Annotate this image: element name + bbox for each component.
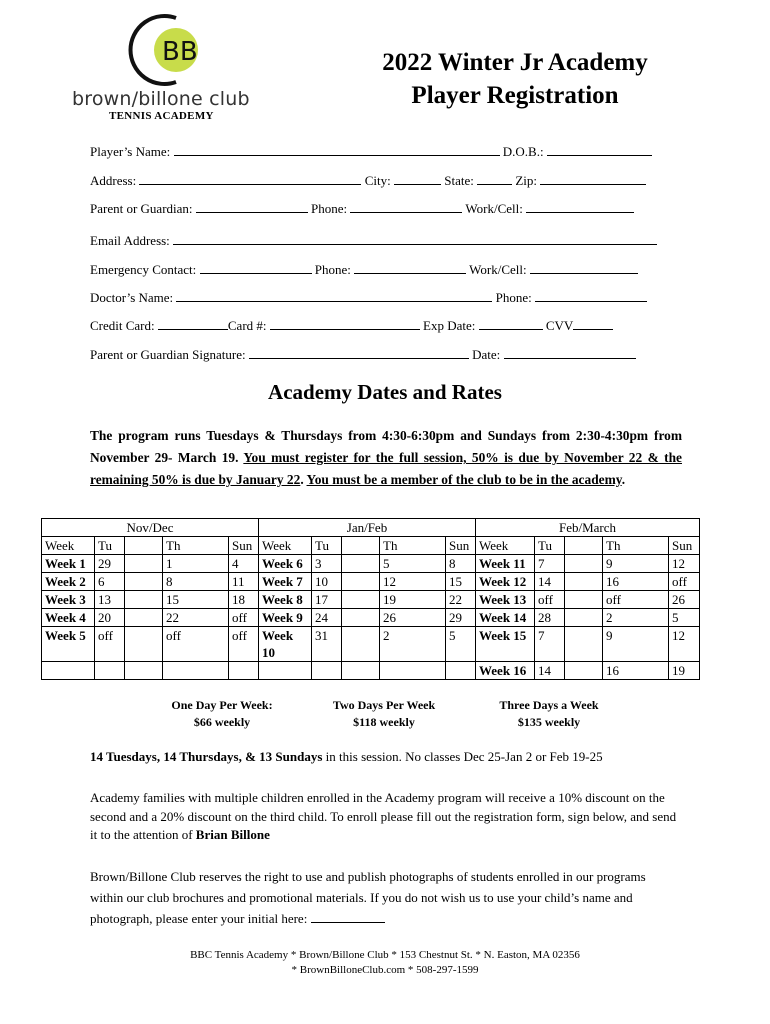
- doctor-phone-field[interactable]: [535, 290, 647, 302]
- email-field[interactable]: [173, 233, 657, 245]
- spacer-cell: [342, 627, 380, 662]
- week-cell: Week 14: [476, 609, 535, 627]
- th-cell: off: [603, 591, 669, 609]
- week-cell: Week 13: [476, 591, 535, 609]
- tu-cell: 24: [312, 609, 342, 627]
- rate-price: $66 weekly: [193, 715, 251, 729]
- exp-date-field[interactable]: [479, 318, 543, 330]
- spacer-cell: [125, 609, 163, 627]
- card-number-field[interactable]: [270, 318, 420, 330]
- zip-label: Zip:: [515, 173, 538, 188]
- week-cell: [42, 662, 95, 680]
- th-cell: 2: [380, 627, 446, 662]
- club-logo: [68, 10, 258, 122]
- tu-cell: 10: [312, 573, 342, 591]
- schedule-period-row: [42, 519, 700, 537]
- sun-cell: 22: [446, 591, 476, 609]
- section-title: Academy Dates and Rates: [268, 380, 502, 404]
- city-label: City:: [364, 173, 391, 188]
- emergency-label: Emergency Contact:: [90, 262, 197, 277]
- date-field[interactable]: [504, 347, 636, 359]
- sun-cell: 12: [669, 627, 700, 662]
- state-label: State:: [444, 173, 474, 188]
- rate-label: Two Days Per Week: [332, 698, 436, 712]
- sun-cell: 5: [669, 609, 700, 627]
- date-label: Date:: [472, 347, 501, 362]
- th-cell: 1: [163, 555, 229, 573]
- session-note: [90, 748, 680, 767]
- brand-subtitle: TENNIS ACADEMY: [109, 110, 214, 122]
- tu-cell: 20: [95, 609, 125, 627]
- sun-cell: off: [669, 573, 700, 591]
- guardian-work-label: Work/Cell:: [465, 201, 523, 216]
- emergency-phone-label: Phone:: [314, 262, 351, 277]
- tu-header: Tu: [312, 537, 342, 555]
- sun-header: Sun: [669, 537, 700, 555]
- spacer-cell: [342, 555, 380, 573]
- th-cell: off: [163, 627, 229, 662]
- week-cell: Week 8: [259, 591, 312, 609]
- card-number-label: Card #:: [227, 318, 267, 333]
- form-row-player: [90, 144, 670, 160]
- tu-cell: off: [535, 591, 565, 609]
- spacer-cell: [342, 573, 380, 591]
- sun-cell: 18: [229, 591, 259, 609]
- discount-text: Academy families with multiple children enrolled in the Academy program will receive a 10% discount on the second and a 20% discount on the third child. To enroll please fill out the registration form, sign below, and send it to the attention of: [90, 790, 677, 842]
- week-header: Week: [476, 537, 535, 555]
- th-cell: 8: [163, 573, 229, 591]
- brand-name: brown/billone club: [72, 88, 250, 110]
- doctor-label: Doctor’s Name:: [90, 290, 174, 305]
- rate-price: $118 weekly: [353, 715, 415, 729]
- spacer-cell: [565, 555, 603, 573]
- footer-address: BBC Tennis Academy * Brown/Billone Club * 153 Chestnut St. * N. Easton, MA 02356: [190, 949, 580, 961]
- sun-header: Sun: [229, 537, 259, 555]
- spacer-cell: [125, 573, 163, 591]
- week-cell: Week 7: [259, 573, 312, 591]
- schedule-row: [42, 555, 700, 573]
- footer-contact: * BrownBilloneClub.com * 508-297-1599: [291, 964, 479, 976]
- week-cell: Week 1: [42, 555, 95, 573]
- email-label: Email Address:: [90, 233, 170, 248]
- player-name-label: Player’s Name:: [90, 144, 171, 159]
- spacer-cell: [125, 591, 163, 609]
- guardian-phone-label: Phone:: [311, 201, 348, 216]
- th-cell: 15: [163, 591, 229, 609]
- cvv-field[interactable]: [573, 318, 613, 330]
- tu-cell: [312, 662, 342, 680]
- sun-cell: 11: [229, 573, 259, 591]
- th-cell: 26: [380, 609, 446, 627]
- monogram-text: BB: [162, 37, 198, 67]
- spacer-cell: [565, 591, 603, 609]
- th-header: Th: [603, 537, 669, 555]
- guardian-work-field[interactable]: [526, 201, 634, 213]
- schedule-row: [42, 609, 700, 627]
- title-line-1: 2022 Winter Jr Academy: [382, 49, 648, 76]
- spacer-cell: [342, 609, 380, 627]
- sun-cell: 8: [446, 555, 476, 573]
- schedule-table: [41, 518, 700, 680]
- tu-header: Tu: [95, 537, 125, 555]
- form-row-credit: [90, 318, 670, 334]
- th-cell: [380, 662, 446, 680]
- th-header: Th: [380, 537, 446, 555]
- sun-cell: 5: [446, 627, 476, 662]
- doctor-phone-label: Phone:: [495, 290, 532, 305]
- spacer-cell: [565, 627, 603, 662]
- spacer-cell: [125, 555, 163, 573]
- spacer-cell: [342, 662, 380, 680]
- schedule-row: [42, 627, 700, 662]
- signature-label: Parent or Guardian Signature:: [90, 347, 246, 362]
- sun-cell: 12: [669, 555, 700, 573]
- contact-name: Brian Billone: [195, 827, 270, 842]
- program-text-1: The program runs Tuesdays & Thursdays from 4:30-6:30pm and Sundays from 2:30-4:30pm from November 29- March 19.: [90, 428, 682, 465]
- title-line-2: Player Registration: [411, 82, 619, 109]
- page-title: [360, 46, 670, 112]
- player-name-field[interactable]: [174, 144, 500, 156]
- program-text-2: .: [300, 472, 307, 487]
- state-field[interactable]: [477, 173, 512, 185]
- form-row-address: [90, 173, 670, 189]
- program-membership-note: You must be a member of the club to be in the academy: [306, 472, 622, 487]
- sun-cell: 26: [669, 591, 700, 609]
- period-header: Nov/Dec: [42, 519, 259, 537]
- tu-cell: off: [95, 627, 125, 662]
- week-cell: Week 16: [476, 662, 535, 680]
- th-cell: 9: [603, 555, 669, 573]
- th-cell: 16: [603, 573, 669, 591]
- credit-card-label: Credit Card:: [90, 318, 155, 333]
- signature-field[interactable]: [249, 347, 469, 359]
- tu-cell: 6: [95, 573, 125, 591]
- th-cell: 12: [380, 573, 446, 591]
- week-cell: Week 5: [42, 627, 95, 662]
- emergency-work-label: Work/Cell:: [469, 262, 527, 277]
- tu-cell: 13: [95, 591, 125, 609]
- week-header: Week: [42, 537, 95, 555]
- program-registration-note: You must register for the full session, 50% is due by November 22 & the remaining 50% is due by January 22: [90, 450, 682, 487]
- spacer-cell: [565, 573, 603, 591]
- tu-cell: 28: [535, 609, 565, 627]
- tu-cell: 29: [95, 555, 125, 573]
- rate-label: One Day Per Week:: [171, 698, 273, 712]
- spacer-cell: [565, 609, 603, 627]
- spacer-cell: [565, 662, 603, 680]
- week-cell: Week 4: [42, 609, 95, 627]
- guardian-phone-field[interactable]: [350, 201, 462, 213]
- guardian-field[interactable]: [196, 201, 308, 213]
- week-cell: Week 9: [259, 609, 312, 627]
- sun-cell: 15: [446, 573, 476, 591]
- period-header: Jan/Feb: [259, 519, 476, 537]
- week-header: Week: [259, 537, 312, 555]
- footer: [0, 948, 770, 978]
- city-field[interactable]: [394, 173, 441, 185]
- tu-cell: 14: [535, 573, 565, 591]
- tu-cell: [95, 662, 125, 680]
- initial-field[interactable]: [311, 911, 385, 923]
- form-row-guardian: [90, 201, 670, 217]
- week-cell: Week 11: [476, 555, 535, 573]
- rate-one-day: [137, 697, 307, 731]
- form-row-doctor: [90, 290, 670, 306]
- sun-cell: off: [229, 609, 259, 627]
- dob-label: D.O.B.:: [502, 144, 544, 159]
- rate-label: Three Days a Week: [499, 698, 599, 712]
- period-header: Feb/March: [476, 519, 700, 537]
- discount-paragraph: [90, 789, 680, 845]
- form-row-emergency: [90, 262, 670, 278]
- sun-cell: off: [229, 627, 259, 662]
- tu-cell: 7: [535, 555, 565, 573]
- schedule-row: [42, 573, 700, 591]
- schedule-row: [42, 591, 700, 609]
- form-row-signature: [90, 347, 670, 363]
- sun-cell: 19: [669, 662, 700, 680]
- week-cell: Week 6: [259, 555, 312, 573]
- emergency-phone-field[interactable]: [354, 262, 466, 274]
- th-cell: 16: [603, 662, 669, 680]
- tu-cell: 31: [312, 627, 342, 662]
- bb-monogram-icon: [118, 10, 208, 90]
- tu-header: Tu: [535, 537, 565, 555]
- sun-cell: 29: [446, 609, 476, 627]
- th-cell: 9: [603, 627, 669, 662]
- spacer-cell: [342, 591, 380, 609]
- exp-date-label: Exp Date:: [423, 318, 476, 333]
- schedule-header-row: [42, 537, 700, 555]
- sun-header: Sun: [446, 537, 476, 555]
- week-cell: Week 3: [42, 591, 95, 609]
- photo-policy-text: Brown/Billone Club reserves the right to use and publish photographs of students enrolled in our programs within our club brochures and promotional materials. If you do not wish us to use your child’s name and photograph, please enter your initial here:: [90, 869, 646, 926]
- emergency-work-field[interactable]: [530, 262, 638, 274]
- guardian-label: Parent or Guardian:: [90, 201, 193, 216]
- session-note-rest: in this session. No classes Dec 25-Jan 2 or Feb 19-25: [322, 749, 603, 764]
- sun-cell: [446, 662, 476, 680]
- spacer-cell: [125, 662, 163, 680]
- dob-field[interactable]: [547, 144, 652, 156]
- rate-three-days: [464, 697, 634, 731]
- photo-policy-paragraph: [90, 866, 680, 929]
- week-cell: Week 10: [259, 627, 312, 662]
- tu-cell: 17: [312, 591, 342, 609]
- tu-cell: 3: [312, 555, 342, 573]
- week-cell: Week 2: [42, 573, 95, 591]
- th-cell: 2: [603, 609, 669, 627]
- schedule-body: [42, 555, 700, 680]
- rate-two-days: [299, 697, 469, 731]
- address-label: Address:: [90, 173, 137, 188]
- th-cell: 22: [163, 609, 229, 627]
- spacer-cell: [125, 627, 163, 662]
- th-header: Th: [163, 537, 229, 555]
- cvv-label: CVV: [545, 318, 574, 333]
- week-cell: Week 12: [476, 573, 535, 591]
- emergency-field[interactable]: [200, 262, 312, 274]
- credit-card-field[interactable]: [158, 318, 228, 330]
- schedule-row: [42, 662, 700, 680]
- rate-price: $135 weekly: [517, 715, 581, 729]
- form-row-email: [90, 233, 670, 249]
- sun-cell: [229, 662, 259, 680]
- doctor-field[interactable]: [176, 290, 492, 302]
- tu-cell: 14: [535, 662, 565, 680]
- th-cell: [163, 662, 229, 680]
- week-cell: Week 15: [476, 627, 535, 662]
- week-cell: [259, 662, 312, 680]
- program-text-3: .: [621, 472, 626, 487]
- tu-cell: 7: [535, 627, 565, 662]
- th-cell: 19: [380, 591, 446, 609]
- session-note-bold: 14 Tuesdays, 14 Thursdays, & 13 Sundays: [90, 749, 323, 764]
- sun-cell: 4: [229, 555, 259, 573]
- th-cell: 5: [380, 555, 446, 573]
- address-field[interactable]: [139, 173, 361, 185]
- zip-field[interactable]: [540, 173, 646, 185]
- program-description: [90, 425, 682, 491]
